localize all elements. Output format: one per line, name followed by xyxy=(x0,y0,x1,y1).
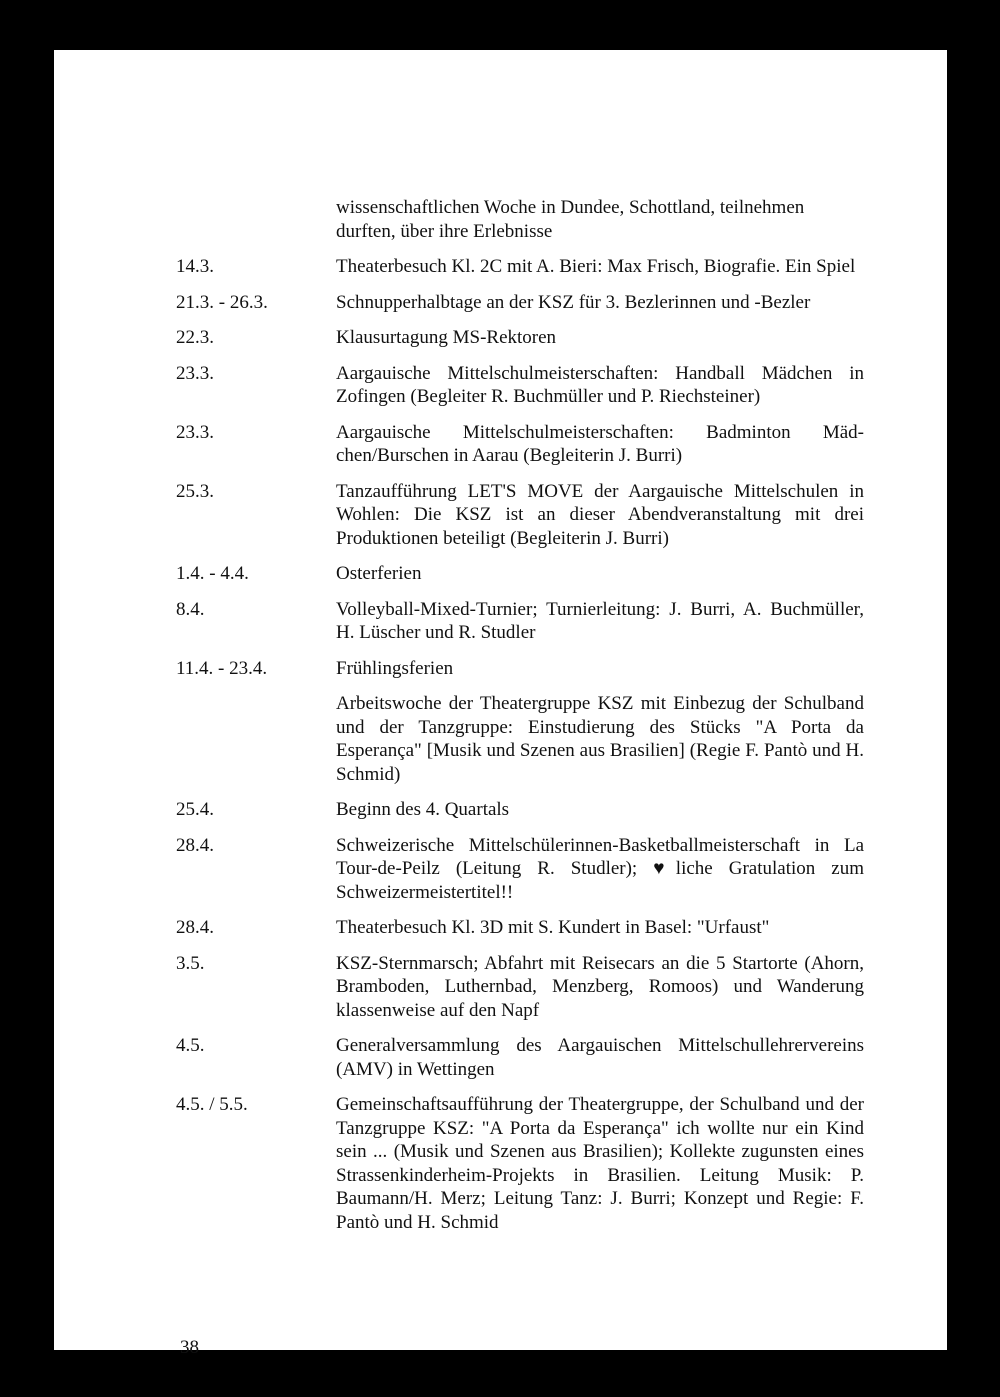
entry-date xyxy=(176,196,336,243)
entry-date: 4.5. / 5.5. xyxy=(176,1094,248,1115)
entry-text: Aargauische Mittelschulmeisterschaften: Badminton Mädchen/Burschen in Aarau (Begleiterin J. Burri) xyxy=(336,421,864,466)
chronicle-entry xyxy=(176,834,864,905)
entry-text: Beginn des 4. Quartals xyxy=(336,799,510,820)
chronicle-entry xyxy=(176,798,864,822)
entry-date: 14.3. xyxy=(176,256,214,277)
chronicle-entry xyxy=(176,326,864,350)
chronicle-entry xyxy=(176,692,864,786)
entry-date: 3.5. xyxy=(176,952,205,974)
entry-text: Tanzaufführung LET'S MOVE der Aargauische Mittelschulen in Wohlen: Die KSZ ist an dieser Abendveranstaltung mit drei Produktionen beteiligt (Begleiterin J. Burri) xyxy=(336,480,864,549)
chronicle-entry xyxy=(176,562,864,586)
entry-text: Generalversammlung des Aargauischen Mittelschullehrervereins (AMV) in Wettingen xyxy=(336,1035,864,1080)
entry-text: Theaterbesuch Kl. 3D mit S. Kundert in Basel: "Urfaust" xyxy=(336,917,770,938)
chronicle-entry xyxy=(176,291,864,315)
entry-date: 25.3. xyxy=(176,480,214,502)
entry-text: Klausurtagung MS-Rektoren xyxy=(336,327,557,348)
chronicle-entry xyxy=(176,952,864,1023)
entry-date: 23.3. xyxy=(176,421,214,443)
chronicle-entry xyxy=(176,657,864,681)
entry-date: 21.3. - 26.3. xyxy=(176,291,268,313)
page-number: 38 xyxy=(180,1337,199,1358)
entry-text: KSZ-Sternmarsch; Abfahrt mit Reisecars an die 5 Startorte (Ahorn, Bramboden, Luthernbad, Menzberg, Romoos) und Wanderung klassenweise auf den Napf xyxy=(336,952,864,1021)
entry-text: Volleyball-Mixed-Turnier; Turnierleitung: J. Burri, A. Buchmüller, H. Lüscher und R. Studler xyxy=(336,598,864,643)
entry-text: Schweizerische Mittelschülerinnen-Basketballmeisterschaft in La Tour-de-Peilz (Leitung R. Studler); ♥liche Gratulation zum Schweizermeistertitel!! xyxy=(336,834,864,903)
chronicle-entry xyxy=(176,362,864,409)
entry-text: Gemeinschaftsaufführung der Theatergruppe, der Schulband und der Tanzgruppe KSZ: "A Porta da Esperança" ich wollte nur ein Kind sein ... (Musik und Szenen aus Brasilien); Kollekte zugunsten eines Strassenkinderheim-Projekts in Brasilien. Leitung Musik: P. Baumann/H. Merz; Leitung Tanz: J. Burri; Konzept und Regie: F. Pantò und H. Schmid xyxy=(336,1094,864,1233)
chronicle-entries xyxy=(176,196,864,1246)
entry-date: 23.3. xyxy=(176,362,214,384)
chronicle-entry xyxy=(176,1093,864,1234)
entry-date: 25.4. xyxy=(176,799,214,820)
chronicle-entry xyxy=(176,598,864,645)
entry-date: 11.4. - 23.4. xyxy=(176,657,268,679)
entry-text: Theaterbesuch Kl. 2C mit A. Bieri: Max Frisch, Biografie. Ein Spiel xyxy=(336,256,856,277)
chronicle-entry xyxy=(176,916,864,940)
document-page xyxy=(54,50,947,1358)
entry-date: 22.3. xyxy=(176,327,214,348)
entry-date: 4.5. xyxy=(176,1035,205,1056)
entry-text: Aargauische Mittelschulmeisterschaften: Handball Mädchen in Zofingen (Begleiter R. Buchmüller und P. Riechsteiner) xyxy=(336,362,864,407)
entry-text: Frühlingsferien xyxy=(336,657,454,679)
entry-date: 8.4. xyxy=(176,598,205,620)
entry-date: 28.4. xyxy=(176,917,214,938)
entry-text: Arbeitswoche der Theatergruppe KSZ mit Einbezug der Schulband und der Tanzgruppe: Einstudierung des Stücks "A Porta da Esperança" [Musik und Szenen aus Brasilien] (Regie F. Pantò und H. Schmid) xyxy=(336,693,864,785)
chronicle-entry xyxy=(176,1034,864,1081)
entry-text: Osterferien xyxy=(336,563,422,584)
entry-date: 28.4. xyxy=(176,834,214,856)
entry-text: wissenschaftlichen Woche in Dundee, Schottland, teilnehmen durften, über ihre Erlebnisse xyxy=(336,197,805,242)
entry-text: Schnupperhalbtage an der KSZ für 3. Bezlerinnen und -Bezler xyxy=(336,291,811,313)
chronicle-entry xyxy=(176,255,864,279)
chronicle-entry xyxy=(176,480,864,551)
chronicle-entry xyxy=(176,196,864,243)
entry-date: 1.4. - 4.4. xyxy=(176,563,249,584)
chronicle-entry xyxy=(176,421,864,468)
entry-date xyxy=(176,692,336,786)
